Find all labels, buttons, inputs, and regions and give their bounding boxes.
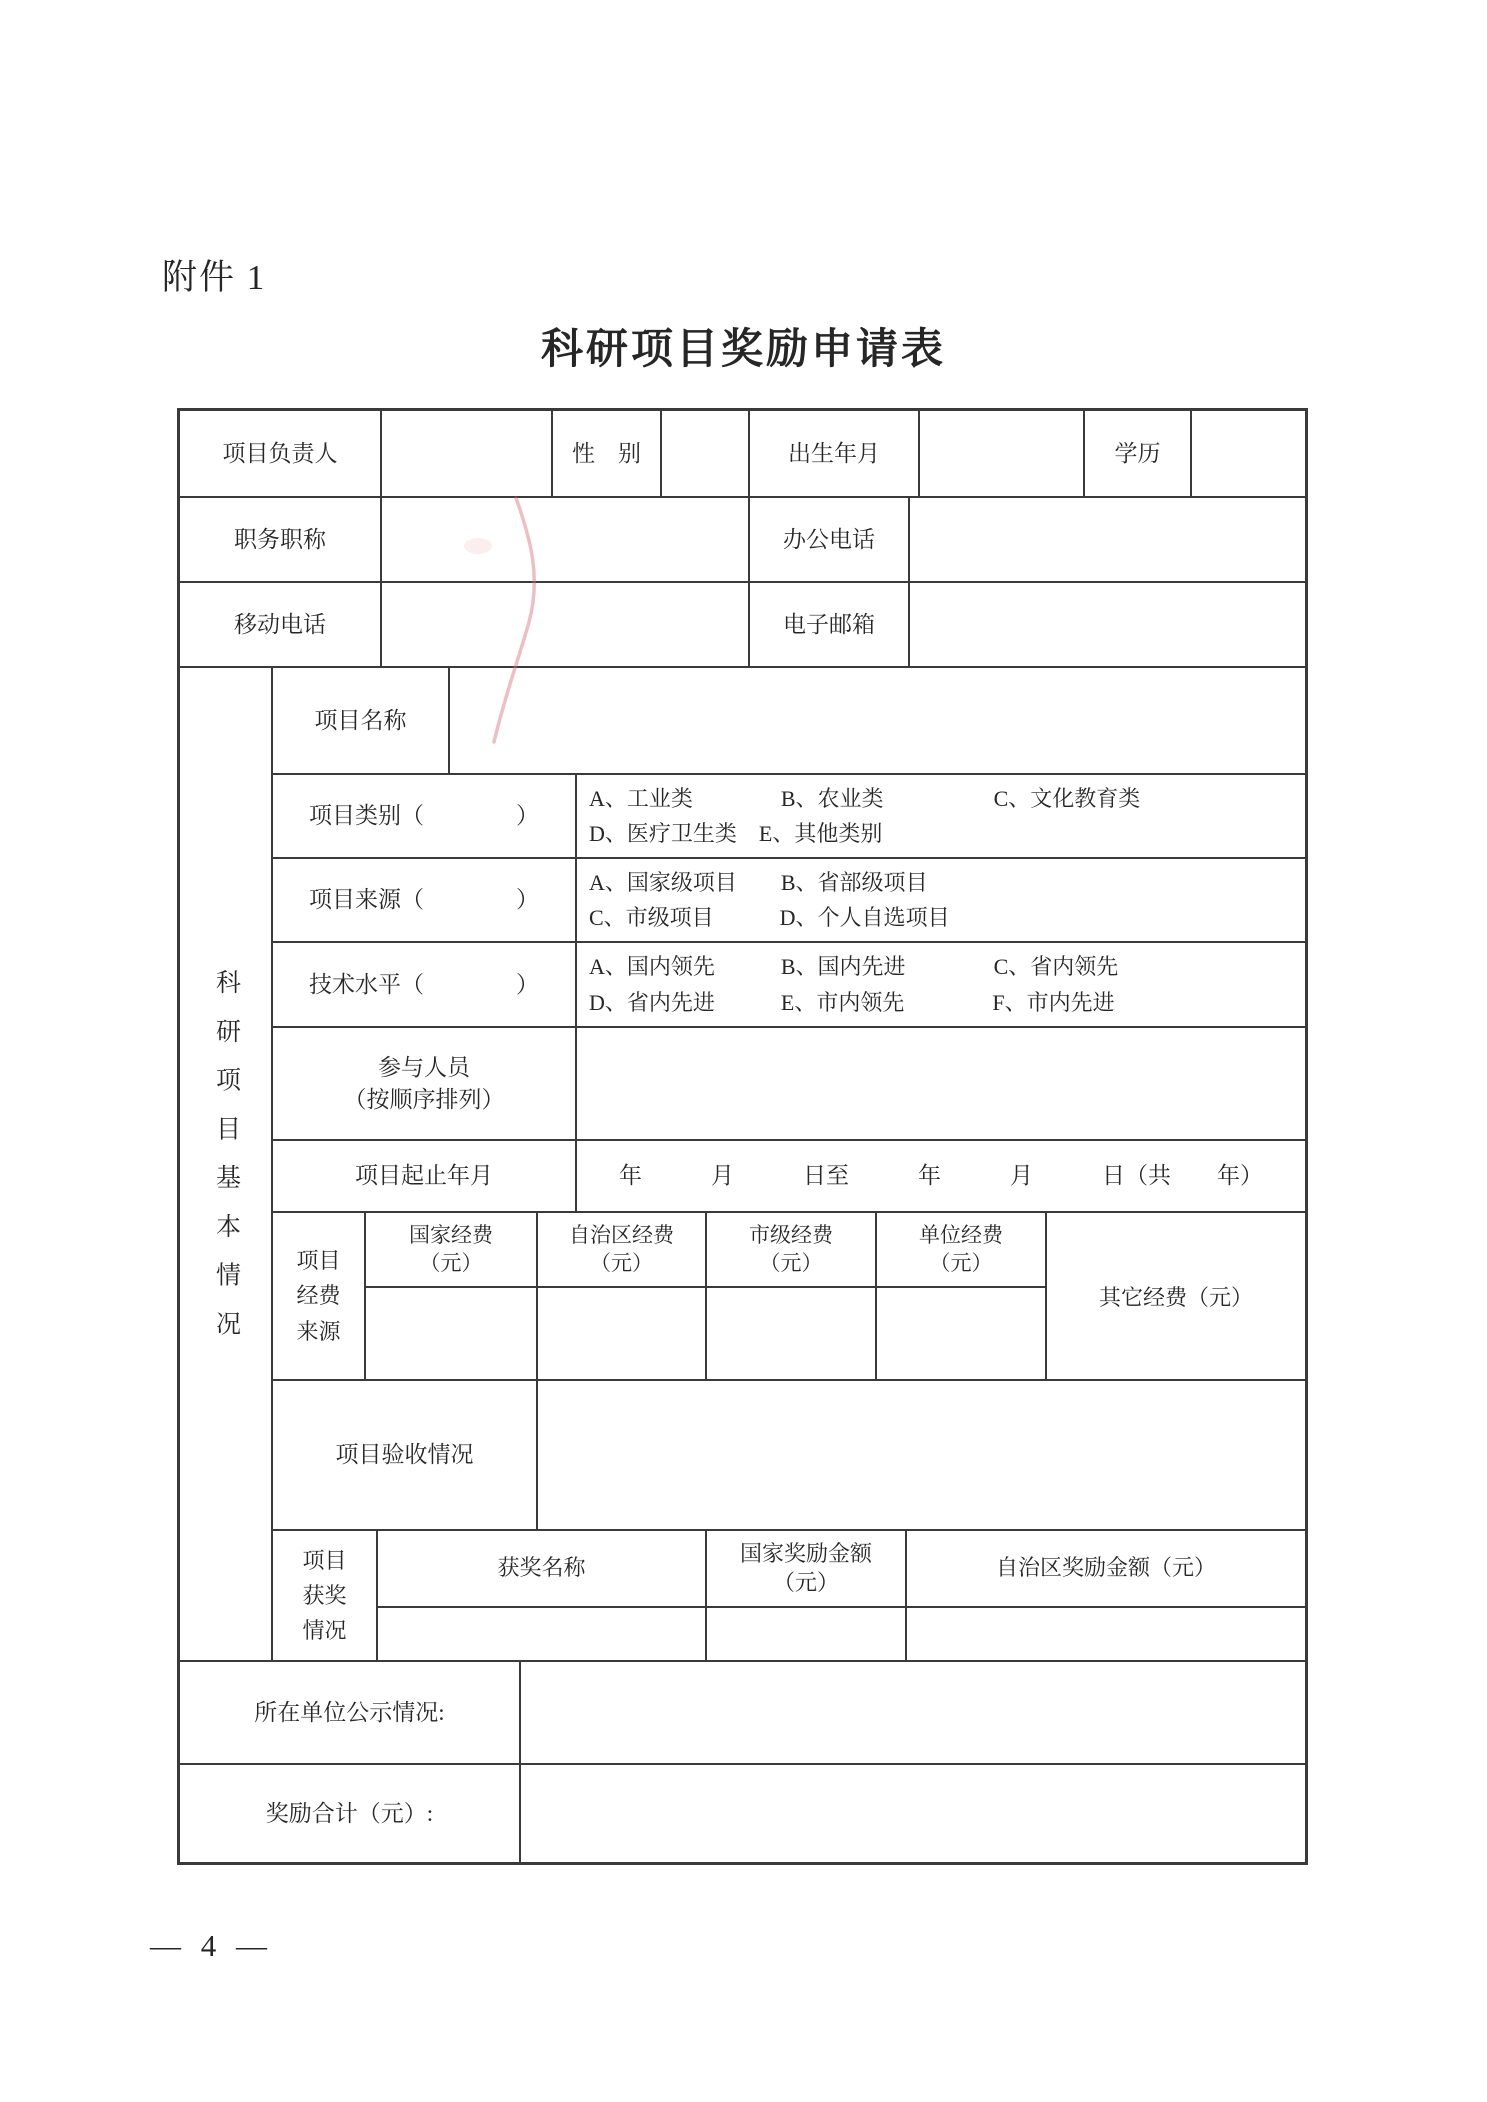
funding-sources-block (273, 1211, 1305, 1379)
office-phone-label: 办公电话 (748, 498, 908, 581)
table-row (273, 941, 1305, 1026)
office-phone-value-cell (908, 498, 1305, 581)
table-row (180, 1660, 1305, 1763)
funding-national-header-line2: （元） (419, 1250, 483, 1275)
funding-autonomous-value-cell (538, 1288, 705, 1379)
project-name-label: 项目名称 (314, 707, 407, 733)
award-name-value-cell (378, 1608, 705, 1660)
tech-level-label: 技术水平（ ） (309, 971, 539, 997)
funding-autonomous-header-line1: 自治区经费 (569, 1223, 674, 1248)
gender-label: 性 别 (551, 411, 660, 496)
funding-col-city (705, 1213, 875, 1379)
awards-block (273, 1529, 1305, 1660)
funding-autonomous-header (538, 1213, 705, 1288)
funding-col-autonomous (536, 1213, 705, 1379)
education-label: 学历 (1083, 411, 1190, 496)
awards-col-autonomous (905, 1531, 1305, 1660)
application-form-table (177, 408, 1308, 1865)
award-national-header (707, 1531, 905, 1608)
funding-row-label-cell (273, 1213, 364, 1379)
source-options (575, 859, 1305, 941)
position-value-cell (380, 498, 748, 581)
publicity-label: 所在单位公示情况: (254, 1699, 445, 1725)
table-row (273, 857, 1305, 941)
table-row (180, 1763, 1305, 1862)
education-value-cell (1190, 411, 1305, 496)
funding-city-header-line1: 市级经费 (749, 1223, 833, 1248)
source-label: 项目来源（ ） (309, 887, 539, 913)
total-reward-label: 奖励合计（元）: (265, 1800, 434, 1826)
email-value-cell (908, 583, 1305, 666)
participants-label-line2: （按顺序排列） (343, 1086, 505, 1112)
table-row (273, 773, 1305, 857)
gender-value-cell (660, 411, 748, 496)
tech-level-options-line2: D、省内先进 E、市内领先 F、市内先进 (589, 989, 1115, 1015)
position-label: 职务职称 (234, 526, 326, 552)
mobile-value-cell (380, 583, 748, 666)
awards-row-label: 项目获奖情况 (302, 1547, 347, 1644)
award-national-value-cell (707, 1608, 905, 1660)
funding-city-value-cell (707, 1288, 875, 1379)
awards-col-national (705, 1531, 905, 1660)
funding-col-national (364, 1213, 536, 1379)
birth-label: 出生年月 (748, 411, 918, 496)
funding-national-value-cell (366, 1288, 536, 1379)
participants-label-line1: 参与人员 (378, 1055, 470, 1081)
leader-value-cell (380, 411, 551, 496)
source-options-line2: C、市级项目 D、个人自选项目 (589, 905, 950, 930)
total-reward-value-cell (519, 1765, 1305, 1862)
funding-unit-header (877, 1213, 1045, 1288)
category-options-line2: D、医疗卫生类 E、其他类别 (589, 821, 883, 846)
leader-label: 项目负责人 (222, 440, 338, 466)
funding-unit-header-line2: （元） (929, 1250, 993, 1275)
awards-col-name (376, 1531, 705, 1660)
funding-unit-value-cell (877, 1288, 1045, 1379)
project-name-value-cell (448, 668, 1305, 773)
duration-value: 年 月 日至 年 月 日（共 年） (575, 1141, 1305, 1211)
project-basic-info-section (180, 666, 1305, 1660)
funding-national-header-line1: 国家经费 (409, 1223, 493, 1248)
acceptance-label: 项目验收情况 (335, 1442, 474, 1468)
page-title: 科研项目奖励申请表 (540, 327, 946, 373)
award-national-header-line1: 国家奖励金额 (739, 1540, 872, 1566)
table-row (180, 581, 1305, 666)
funding-unit-header-line1: 单位经费 (919, 1223, 1003, 1248)
section-inner (273, 668, 1305, 1660)
funding-autonomous-header-line2: （元） (590, 1250, 653, 1275)
tech-level-options-line1: A、国内领先 B、国内先进 C、省内领先 (589, 954, 1119, 980)
funding-national-header (366, 1213, 536, 1288)
table-row (273, 668, 1305, 773)
award-autonomous-header: 自治区奖励金额（元） (907, 1531, 1305, 1608)
table-row (273, 1026, 1305, 1139)
tech-level-options (575, 943, 1305, 1026)
participants-label (273, 1028, 575, 1139)
section-side-label: 科研项目基本情况 (212, 969, 240, 1359)
email-label: 电子邮箱 (748, 583, 908, 666)
funding-city-header-line2: （元） (759, 1250, 823, 1275)
category-options-line1: A、工业类 B、农业类 C、文化教育类 (589, 785, 1141, 811)
attachment-label: 附件 1 (162, 258, 267, 297)
duration-label: 项目起止年月 (355, 1163, 493, 1189)
source-options-line1: A、国家级项目 B、省部级项目 (589, 869, 928, 895)
award-national-header-line2: （元） (772, 1569, 839, 1595)
table-row (180, 496, 1305, 581)
publicity-value-cell (519, 1662, 1305, 1763)
funding-col-unit (875, 1213, 1045, 1379)
table-row (273, 1139, 1305, 1211)
funding-row-label: 项目经费来源 (296, 1248, 341, 1344)
awards-row-label-cell (273, 1531, 376, 1660)
category-label: 项目类别（ ） (309, 803, 539, 829)
participants-value-cell (575, 1028, 1305, 1139)
funding-other-label: 其它经费（元） (1045, 1213, 1305, 1379)
category-options (575, 775, 1305, 857)
award-name-header: 获奖名称 (378, 1531, 705, 1608)
mobile-label: 移动电话 (234, 611, 326, 637)
table-row (180, 411, 1305, 496)
birth-value-cell (918, 411, 1083, 496)
award-autonomous-value-cell (907, 1608, 1305, 1660)
acceptance-value-cell (536, 1381, 1305, 1529)
page-number: — 4 — (150, 1928, 273, 1963)
section-side-cell (180, 668, 273, 1660)
table-row (273, 1379, 1305, 1529)
funding-city-header (707, 1213, 875, 1288)
